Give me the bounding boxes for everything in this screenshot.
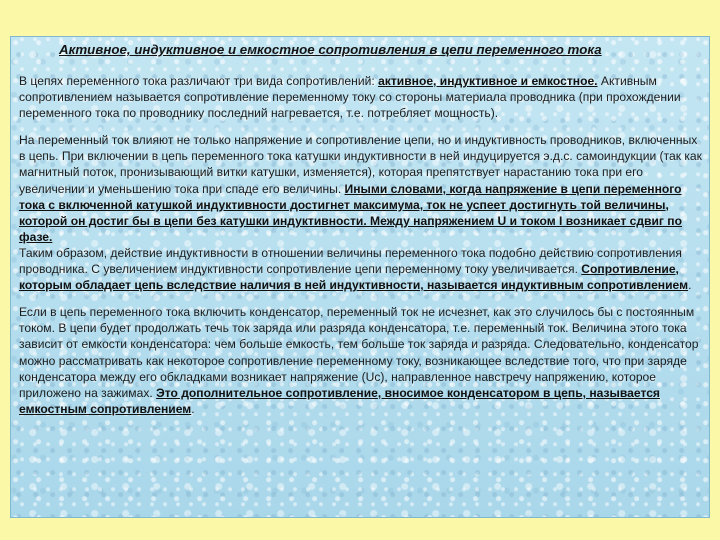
p2-highlight: Иными словами, когда напряжение в цепи переменного тока с включенной катушкой индуктивности достигнет максимума, ток не успеет достигнуть той величины, которой он достиг бы в цепи без катушки индуктивности. Между напряжением U и током I возникает сдвиг по фазе. (19, 181, 682, 244)
p1-highlight: активное, индуктивное и емкостное. (378, 74, 598, 88)
p3-highlight: Сопротивление, которым обладает цепь вследствие наличия в ней индуктивности, называется индуктивным сопротивлением (19, 262, 689, 293)
body-text (19, 73, 705, 417)
paragraph-capacitance (19, 304, 705, 417)
p4-text-c: . (191, 401, 195, 416)
p1-text-a: В цепях переменного тока различают три вида сопротивлений: (19, 74, 379, 88)
paragraph-inductive-resistance (19, 245, 705, 293)
paragraph-inductance (19, 132, 705, 245)
paragraph-resistance-types (19, 73, 705, 121)
p2-text-a: На переменный ток влияют не только напряжение и сопротивление цепи, но и индуктивность проводников, включенных в цепь. При включении в цепь переменного тока катушки индуктивности в ней индуцируется э.д.с. самоиндукции (так как магнитный поток, пронизывающий витки катушки, изменяется), которая препятствует нарастанию тока при его увеличении и уменьшению тока при спаде его величины. (19, 133, 702, 196)
p3-text-a: Таким образом, действие индуктивности в отношении величины переменного тока подобно действию сопротивления проводника. С увеличением индуктивности сопротивление цепи переменному току увеличивается. (19, 245, 682, 277)
p4-highlight: Это дополнительное сопротивление, вносимое конденсатором в цепь, называется емкостным сопротивлением (19, 385, 660, 416)
content-panel (10, 36, 710, 518)
p1-text-c: Активным сопротивлением называется сопротивление переменному току со стороны материала проводника (при прохождении переменного тока по проводнику последний нагревается, т.е. потребляет мощность). (19, 74, 681, 121)
slide-title: Активное, индуктивное и емкостное сопротивления в цепи переменного тока (59, 42, 602, 57)
p3-text-c: . (688, 278, 692, 293)
p4-text-a: Если в цепь переменного тока включить конденсатор, переменный ток не исчезнет, как это случилось бы с постоянным током. В цепи будет продолжать течь ток заряда или разряда конденсатора, т.е. переменный ток. Величина этого тока зависит от емкости конденсатора: чем больше емкость, тем больше ток заряда и разряда. Следовательно, конденсатор можно рассматривать как некоторое сопротивление переменному току, возникающее вследствие того, что при заряде конденсатора между его обкладками возникает напряжение (Uc), направленное навстречу напряжению, которое приложено на зажимах. (19, 305, 699, 400)
